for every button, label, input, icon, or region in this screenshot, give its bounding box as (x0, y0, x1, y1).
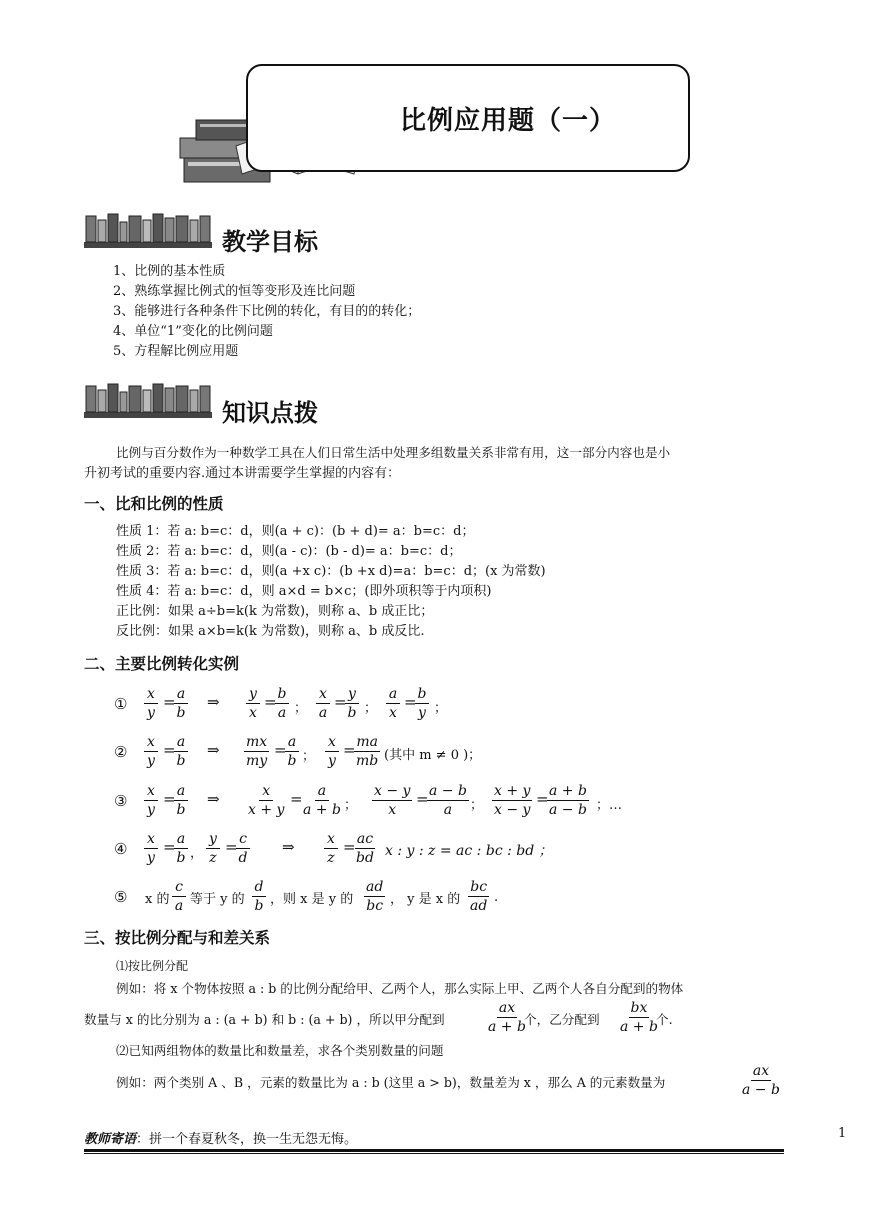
fraction: $\frac{y}{b}$ (345, 686, 359, 721)
objectives-heading: 教学目标 (222, 228, 318, 256)
fraction: $\frac{a}{a + b}$ (303, 783, 341, 818)
implies-arrow: ⇒ (207, 693, 220, 711)
fraction: $\frac{a}{b}$ (174, 783, 188, 818)
fraction: $\frac{a}{b}$ (174, 686, 188, 721)
objective-item: 3、能够进行各种条件下比例的转化，有目的的转化； (113, 304, 421, 319)
separator: ； (470, 798, 484, 813)
property-2: 性质 2：若 a: b=c：d，则(a - c)：(b - d)= a：b=c：d； (116, 544, 462, 559)
example-1-line-2: 数量与 x 的比分别为 a : (a + b) 和 b : (a + b) ，所以甲分配到 (84, 1012, 445, 1027)
property-4: 性质 4：若 a: b=c：d，则 a×d = b×c；(即外项积等于内项积) (116, 584, 492, 599)
fraction: $\frac{a}{b}$ (174, 734, 188, 769)
knowledge-heading: 知识点拨 (222, 399, 318, 427)
fraction: $\frac{b}{y}$ (415, 686, 429, 721)
fraction: $\frac{y}{x}$ (246, 686, 260, 721)
fraction: $\frac{x}{y}$ (144, 783, 158, 818)
separator: ， (776, 1078, 790, 1093)
fraction: $\frac{ax}{a - b}$ (742, 1063, 780, 1098)
row5-text-e: . (494, 890, 499, 905)
section-heading-3: 三、按比例分配与和差关系 (84, 929, 271, 947)
property-3: 性质 3：若 a: b=c：d，则(a +x c)：(b +x d)=a：b=c：d；(x 为常数) (116, 564, 546, 579)
fraction: $\frac{a}{b}$ (174, 831, 188, 866)
equals: = (163, 741, 176, 759)
fraction: $\frac{ac}{bd}$ (356, 831, 374, 866)
fraction: $\frac{x}{y}$ (144, 734, 158, 769)
triple-ratio: x : y : z = ac : bc : bd ； (385, 843, 553, 859)
row5-text-c: ，则 x 是 y 的 (270, 892, 354, 907)
equals: = (404, 693, 417, 711)
equals: = (536, 790, 549, 808)
row5-text-a: x 的 (145, 892, 170, 907)
m-condition: (其中 m ≠ 0 )； (384, 748, 482, 763)
fraction: $\frac{ax}{a + b}$ (488, 1000, 526, 1035)
subheading-1: ⑴按比例分配 (116, 959, 189, 973)
fraction: $\frac{a}{x}$ (386, 686, 400, 721)
marker-5: ⑤ (114, 888, 128, 906)
footer-label: 教师寄语 (84, 1132, 137, 1147)
row5-text-d: ， y 是 x 的 (390, 892, 461, 907)
implies-arrow: ⇒ (207, 790, 220, 808)
fraction: $\frac{mx}{my}$ (246, 734, 268, 769)
fraction: $\frac{x}{z}$ (324, 831, 338, 866)
objectives-banner-icon (84, 212, 212, 254)
marker-2: ② (114, 743, 128, 761)
objective-item: 2、熟练掌握比例式的恒等变形及连比问题 (113, 284, 356, 299)
fraction: $\frac{b}{a}$ (275, 686, 289, 721)
separator: ； (302, 749, 316, 764)
fraction: $\frac{c}{a}$ (172, 879, 186, 914)
fraction: $\frac{bc}{ad}$ (470, 879, 488, 914)
footer-motto (84, 1128, 357, 1147)
fraction: $\frac{ma}{mb}$ (356, 734, 379, 769)
fraction: $\frac{c}{d}$ (236, 831, 250, 866)
objective-item: 4、单位“1”变化的比例问题 (113, 324, 273, 339)
fraction: $\frac{x}{y}$ (144, 686, 158, 721)
fraction: $\frac{x}{y}$ (325, 734, 339, 769)
example-1-line-1: 例如：将 x 个物体按照 a : b 的比例分配给甲、乙两个人，那么实际上甲、乙两个人各自分配到的物体 (116, 981, 684, 996)
objective-item: 1、比例的基本性质 (113, 264, 226, 279)
subheading-2: ⑵已知两组物体的数量比和数量差，求各个类别数量的问题 (116, 1043, 444, 1058)
inverse-proportion: 反比例：如果 a×b=k(k 为常数)，则称 a、b 成反比. (116, 624, 425, 639)
equals: = (163, 838, 176, 856)
separator: ； (434, 701, 448, 716)
marker-3: ③ (114, 792, 128, 810)
fraction: $\frac{x}{x + y}$ (248, 783, 285, 818)
fraction: $\frac{ad}{bc}$ (366, 879, 384, 914)
footer-divider (84, 1149, 784, 1152)
knowledge-banner-icon (84, 382, 212, 424)
equals: = (290, 790, 303, 808)
separator: ； (344, 798, 358, 813)
intro-line-1: 比例与百分数作为一种数学工具在人们日常生活中处理多组数量关系非常有用，这一部分内容也是小 (116, 445, 671, 460)
section-heading-2: 二、主要比例转化实例 (84, 655, 240, 673)
objective-item: 5、方程解比例应用题 (113, 344, 239, 359)
separator: ； (364, 701, 378, 716)
equals: = (343, 838, 356, 856)
equals: = (274, 741, 287, 759)
marker-1: ① (114, 695, 128, 713)
separator: ， (190, 846, 204, 861)
implies-arrow: ⇒ (207, 741, 220, 759)
fraction: $\frac{a}{b}$ (285, 734, 299, 769)
fraction: $\frac{x}{a}$ (316, 686, 330, 721)
fraction: $\frac{x + y}{x - y}$ (494, 783, 531, 818)
fraction: $\frac{x - y}{x}$ (374, 783, 411, 818)
property-1: 性质 1：若 a: b=c：d，则(a + c)：(b + d)= a：b=c：d； (116, 524, 475, 539)
equals: = (334, 693, 347, 711)
equals: = (163, 790, 176, 808)
footer-divider-thin (84, 1153, 784, 1154)
equals: = (163, 693, 176, 711)
example-2-line: 例如：两个类别 A 、B ，元素的数量比为 a : b (这里 a > b)，数量差为 x ，那么 A 的元素数量为 (116, 1075, 666, 1090)
equals: = (225, 838, 238, 856)
intro-line-2: 升初考试的重要内容.通过本讲需要学生掌握的内容有： (84, 466, 401, 481)
equals: = (416, 790, 429, 808)
example-1-line-2-mid: 个，乙分配到 (524, 1012, 600, 1027)
fraction: $\frac{y}{z}$ (206, 831, 220, 866)
fraction: $\frac{d}{b}$ (252, 879, 266, 914)
implies-arrow: ⇒ (282, 838, 295, 856)
footer-text: ：拼一个春夏秋冬，换一生无怨无悔。 (136, 1132, 358, 1147)
marker-4: ④ (114, 840, 128, 858)
page-number: 1 (838, 1126, 847, 1141)
equals: = (264, 693, 277, 711)
ellipsis: ；… (596, 798, 623, 813)
example-1-line-2-end: 个. (656, 1012, 673, 1027)
equals: = (343, 741, 356, 759)
page-title: 比例应用题（一） (400, 106, 617, 136)
direct-proportion: 正比例：如果 a÷b=k(k 为常数)，则称 a、b 成正比； (116, 604, 434, 619)
fraction: $\frac{a - b}{a}$ (429, 783, 467, 818)
fraction: $\frac{a + b}{a - b}$ (549, 783, 587, 818)
row5-text-b: 等于 y 的 (190, 892, 245, 907)
fraction: $\frac{bx}{a + b}$ (620, 1000, 658, 1035)
section-heading-1: 一、比和比例的性质 (84, 495, 224, 513)
separator: ； (294, 701, 308, 716)
fraction: $\frac{x}{y}$ (144, 831, 158, 866)
